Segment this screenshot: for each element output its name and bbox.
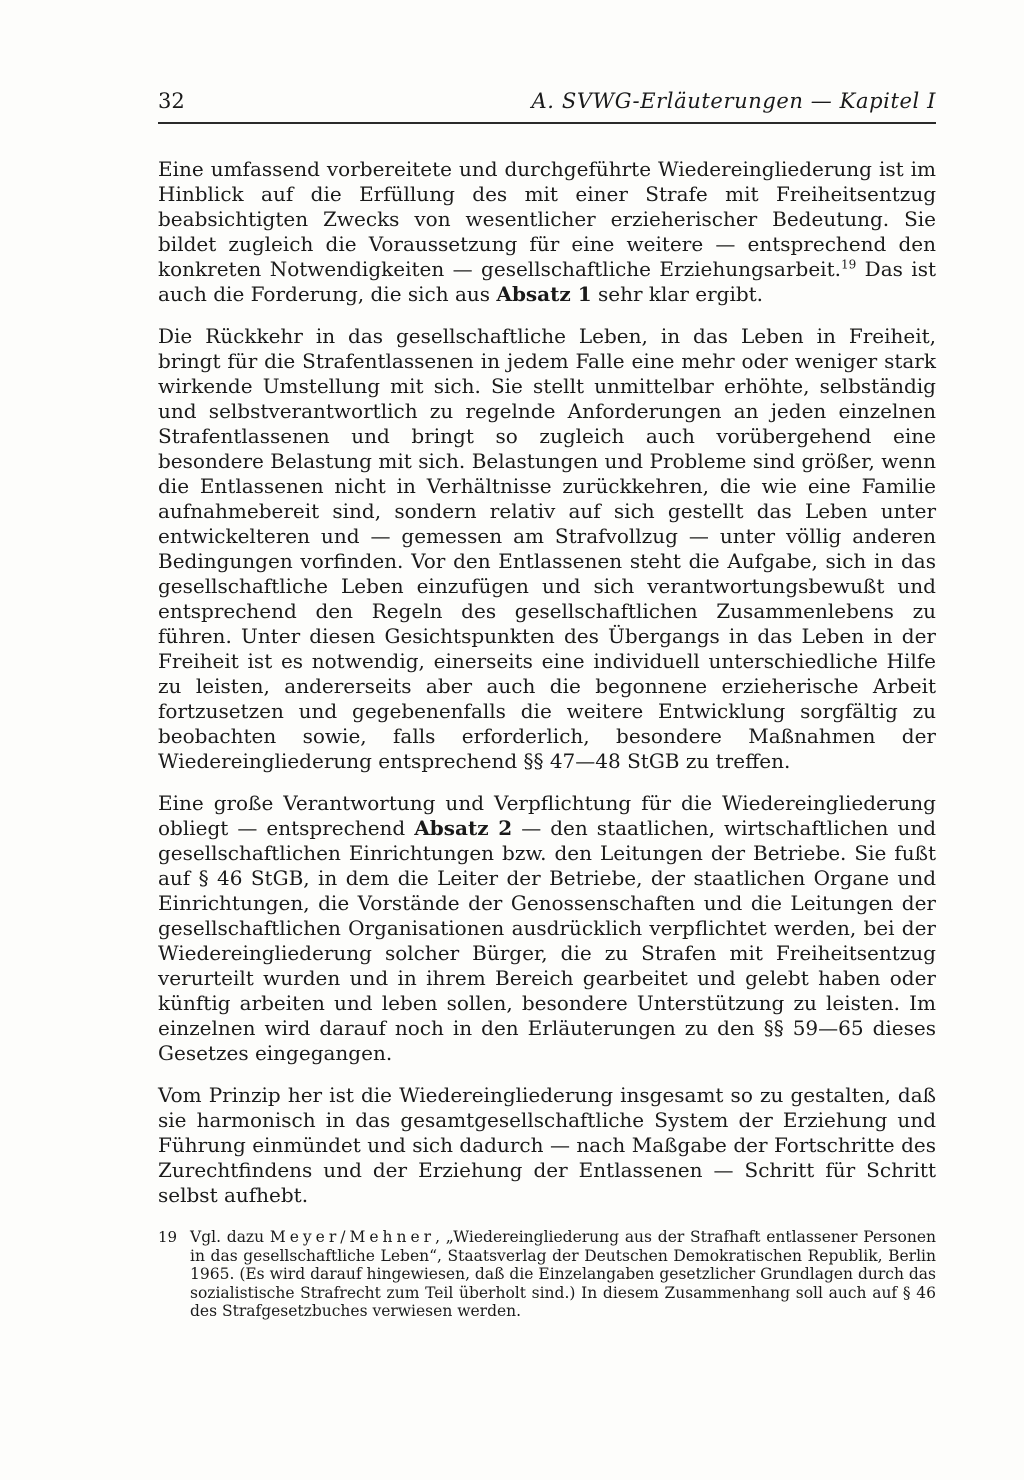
footnote-number: 19 [158,1228,178,1246]
page-number: 32 [158,89,185,113]
paragraph-1-bold: Absatz 1 [496,282,592,306]
footnote [158,1228,936,1321]
paragraph-4: Vom Prinzip her ist die Wiedereingliederung insgesamt so zu gestalten, daß sie harmonisch in das gesamtgesellschaftliche System der Erziehung und Führung einmündet und sich dadurch — nach Maßgabe der Fortschritte des Zurechtfindens und der Erziehung der Entlassenen — Schritt für Schritt selbst aufhebt. [158,1083,936,1207]
footnote-text-b: , „Wiedereingliederung aus der Strafhaft entlassener Personen in das gesellschaftliche Leben“, Staatsverlag der Deutschen Demokratischen Republik, Berlin 1965. (Es wird darauf hingewiesen, daß die Einzelangaben gesetzlicher Grundlagen durch das sozialistische Strafrecht zum Teil überholt sind.) In diesem Zusammenhang soll auch auf § 46 des Strafgesetzbuches verwiesen werden. [190,1228,936,1320]
footnote-text-a: Vgl. dazu [190,1228,270,1246]
paragraph-1 [158,157,936,307]
paragraph-3-text-a: Eine große Verantwortung und Verpflichtung für die Wiedereingliederung obliegt — entsprechend [158,791,936,840]
footnote-text [190,1228,936,1321]
paragraph-3-text-b: — den staatlichen, wirtschaftlichen und gesellschaftlichen Einrichtungen bzw. den Leitungen der Betriebe. Sie fußt auf § 46 StGB, in dem die Leiter der Betriebe, der staatlichen Organe und Einrichtungen, die Vorstände der Genossenschaften und die Leitungen der gesellschaftlichen Organisationen ausdrücklich verpflichtet werden, bei der Wiedereingliederung solcher Bürger, die zu Strafen mit Freiheitsentzug verurteilt wurden und in ihrem Bereich gearbeitet und gelebt haben oder künftig arbeiten und leben sollen, besondere Unterstützung zu leisten. Im einzelnen wird darauf noch in den Erläuterungen zu den §§ 59—65 dieses Gesetzes eingegangen. [158,816,937,1065]
footnote-author: Meyer/Mehner [269,1228,436,1246]
page-header [158,88,936,124]
paragraph-1-text-b: Das ist auch die Forderung, die sich aus [158,257,937,306]
footnote-reference[interactable]: 19 [840,257,857,272]
running-head: A. SVWG-Erläuterungen — Kapitel I [531,89,936,113]
paragraph-3 [158,791,936,1066]
body-text [158,157,936,1225]
paragraph-1-text-c: sehr klar ergibt. [591,282,764,306]
paragraph-1-text-a: Eine umfassend vorbereitete und durchgeführte Wiedereingliederung ist im Hinblick auf die Erfüllung des mit einer Strafe mit Freiheitsentzug beabsichtigten Zwecks von wesentlicher erzieherischer Bedeutung. Sie bildet zugleich die Voraussetzung für eine weitere — entsprechend den konkreten Notwendigkeiten — gesellschaftliche Erziehungsarbeit. [158,157,936,281]
paragraph-3-bold: Absatz 2 [414,816,513,840]
paragraph-2: Die Rückkehr in das gesellschaftliche Leben, in das Leben in Freiheit, bringt für die Strafentlassenen in jedem Falle eine mehr oder weniger stark wirkende Umstellung mit sich. Sie stellt unmittelbar erhöhte, selbständig und selbstverantwortlich zu regelnde Anforderungen an jeden einzelnen Strafentlassenen und bringt so zugleich auch vorübergehend eine besondere Belastung mit sich. Belastungen und Probleme sind größer, wenn die Entlassenen nicht in Verhältnisse zurückkehren, die wie eine Familie aufnahmebereit sind, sondern relativ auf sich gestellt das Leben unter entwickelteren und — gemessen am Strafvollzug — unter völlig anderen Bedingungen vorfinden. Vor den Entlassenen steht die Aufgabe, sich in das gesellschaftliche Leben einzufügen und sich verantwortungsbewußt und entsprechend den Regeln des gesellschaftlichen Zusammenlebens zu führen. Unter diesen Gesichtspunkten des Übergangs in das Leben in der Freiheit ist es notwendig, einerseits eine individuell unterschiedliche Hilfe zu leisten, andererseits aber auch die begonnene erzieherische Arbeit fortzusetzen und gegebenenfalls die weitere Entwicklung sorgfältig zu beobachten sowie, falls erforderlich, besondere Maßnahmen der Wiedereingliederung entsprechend §§ 47—48 StGB zu treffen. [158,324,936,773]
